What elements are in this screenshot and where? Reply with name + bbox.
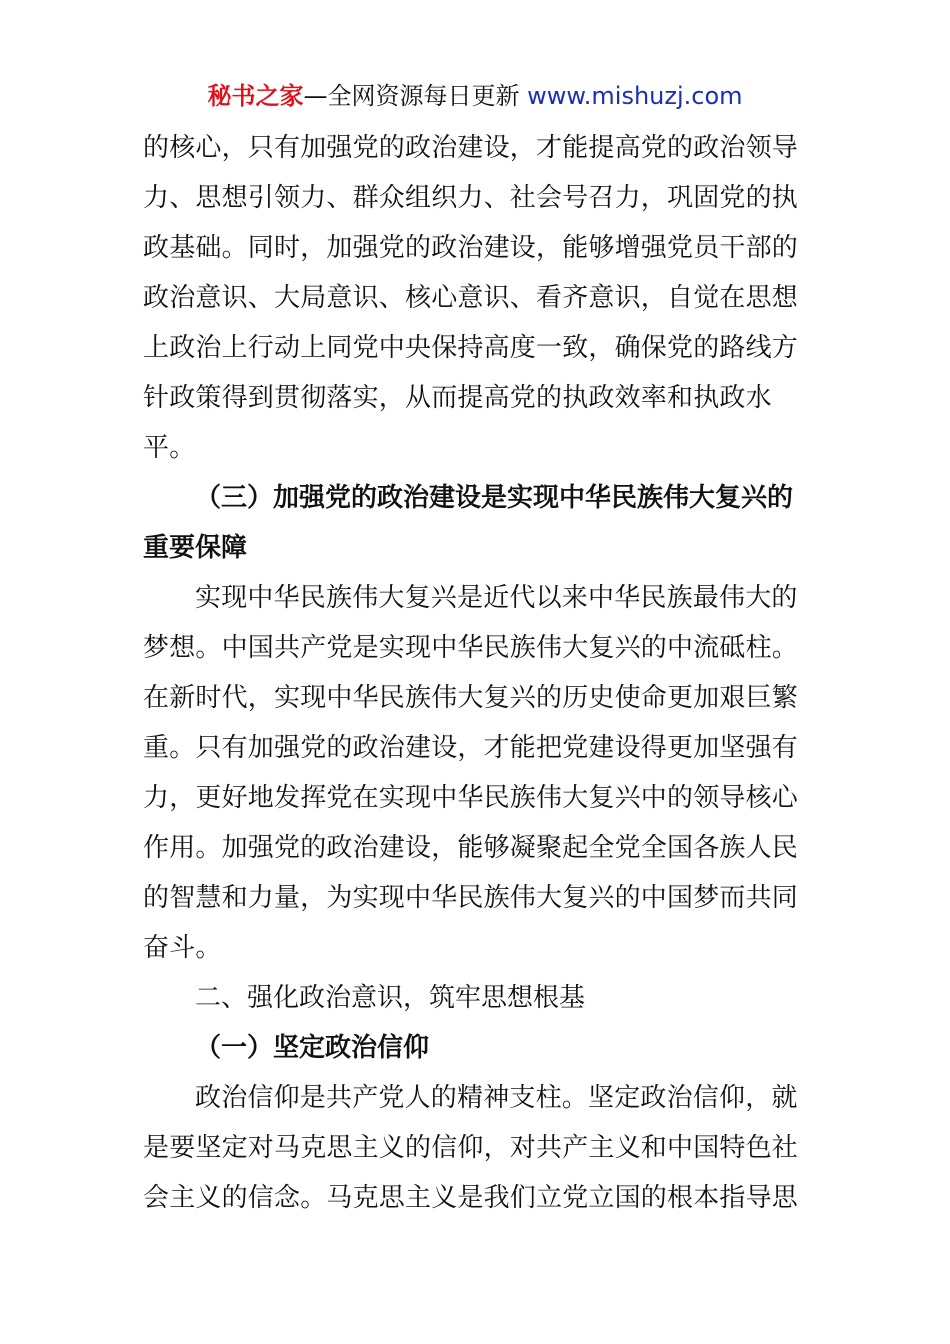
site-url: www.mishuzj.com [527, 82, 743, 110]
brand-name: 秘书之家 [207, 82, 304, 110]
paragraph-body: 政治信仰是共产党人的精神支柱。坚定政治信仰，就是要坚定对马克思主义的信仰，对共产主义和中国特色社会主义的信念。马克思主义是我们立党立国的根本指导思 [143, 1083, 799, 1213]
section-heading-3: （三）加强党的政治建设是实现中华民族伟大复兴的重要保障 [143, 483, 794, 563]
chapter-heading-2: 二、强化政治意识，筑牢思想根基 [195, 983, 586, 1013]
paragraph-continuation: 的核心，只有加强党的政治建设，才能提高党的政治领导力、思想引领力、群众组织力、社会号召力，巩固党的执政基础。同时，加强党的政治建设，能够增强党员干部的政治意识、大局意识、核心意识、看齐意识，自觉在思想上政治上行动上同党中央保持高度一致，确保党的路线方针政策得到贯彻落实，从而提高党的执政效率和执政水平。 [143, 133, 799, 463]
subsection-heading-1: （一）坚定政治信仰 [195, 1033, 430, 1063]
header-tagline: —全网资源每日更新 [303, 82, 528, 110]
paragraph-body: 实现中华民族伟大复兴是近代以来中华民族最伟大的梦想。中国共产党是实现中华民族伟大复兴的中流砥柱。在新时代，实现中华民族伟大复兴的历史使命更加艰巨繁重。只有加强党的政治建设，才能把党建设得更加坚强有力，更好地发挥党在实现中华民族伟大复兴中的领导核心作用。加强党的政治建设，能够凝聚起全党全国各族人民的智慧和力量，为实现中华民族伟大复兴的中国梦而共同奋斗。 [143, 583, 799, 963]
site-header [0, 80, 950, 112]
document-body [143, 123, 807, 1223]
